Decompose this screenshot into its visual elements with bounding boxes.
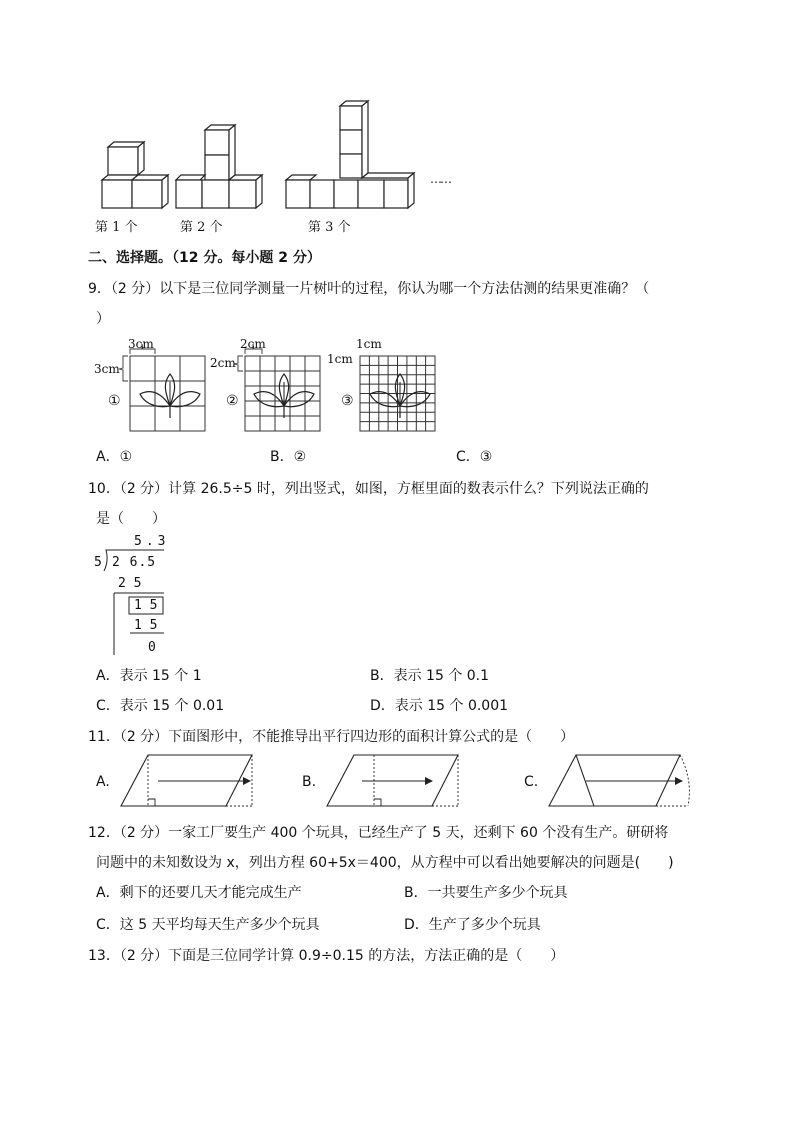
q12-option-d[interactable]: D．生产了多少个玩具 bbox=[404, 917, 541, 933]
grid-2-marker: ② bbox=[226, 393, 239, 409]
q12-option-a[interactable]: A．剩下的还要几天才能完成生产 bbox=[96, 885, 302, 901]
q10-option-a[interactable]: A．表示 15 个 1 bbox=[96, 668, 202, 684]
q11-option-a[interactable]: A. bbox=[96, 774, 110, 790]
caption-figure-3: 第 3 个 bbox=[308, 220, 351, 235]
parallelogram-c bbox=[546, 752, 696, 810]
leaf-grids-figure bbox=[90, 336, 440, 436]
q9-text-line2: ） bbox=[96, 311, 110, 327]
caption-figure-2: 第 2 个 bbox=[180, 220, 223, 235]
cube-stack-2 bbox=[176, 125, 262, 208]
parallelogram-b bbox=[324, 752, 464, 810]
grid-2-unit-top: 2cm bbox=[240, 337, 266, 351]
q9-text-line1: 9．（2 分）以下是三位同学测量一片树叶的过程，你认为哪一个方法估测的结果更准确？（ bbox=[88, 281, 650, 297]
q10-text-line1: 10．（2 分）计算 26.5÷5 时，列出竖式，如图，方框里面的数表示什么？下列说法正确的 bbox=[88, 481, 649, 497]
q10-option-b[interactable]: B．表示 15 个 0.1 bbox=[370, 668, 490, 684]
q12-text-line2: 问题中的未知数设为 x，列出方程 60+5x＝400，从方程中可以看出她要解决的问题是( ) bbox=[96, 855, 674, 871]
section-title: 二、选择题。（12 分。每小题 2 分） bbox=[88, 250, 321, 266]
division-boxed-value: 1 5 bbox=[134, 598, 158, 613]
grid-3-unit-top: 1cm bbox=[356, 337, 382, 351]
cube-stack-1 bbox=[102, 142, 168, 208]
division-dividend: 2 6.5 bbox=[112, 555, 157, 570]
q11-option-c[interactable]: C. bbox=[524, 774, 539, 790]
q12-option-b[interactable]: B．一共要生产多少个玩具 bbox=[404, 885, 568, 901]
parallelogram-a bbox=[118, 752, 258, 810]
caption-figure-1: 第 1 个 bbox=[95, 220, 138, 235]
cube-stack-3 bbox=[286, 101, 414, 208]
q9-option-b[interactable]: B．② bbox=[270, 449, 307, 465]
q12-option-c[interactable]: C．这 5 天平均每天生产多少个玩具 bbox=[96, 917, 320, 933]
cube-pattern-figure bbox=[88, 98, 458, 238]
q10-text-line2: 是（ ） bbox=[96, 511, 166, 527]
division-step1: 2 5 bbox=[118, 576, 142, 591]
q11-text-line1: 11．（2 分）下面图形中，不能推导出平行四边形的面积计算公式的是（ ） bbox=[88, 729, 575, 745]
q9-option-a[interactable]: A．① bbox=[96, 449, 133, 465]
division-quotient: 5.3 bbox=[134, 534, 170, 549]
grid-2 bbox=[234, 344, 320, 431]
q10-option-d[interactable]: D．表示 15 个 0.001 bbox=[370, 698, 509, 714]
grid-1-unit-top: 3cm bbox=[128, 337, 154, 351]
grid-2-unit-side: 2cm bbox=[210, 356, 236, 370]
q10-option-c[interactable]: C．表示 15 个 0.01 bbox=[96, 698, 225, 714]
q9-option-c[interactable]: C．③ bbox=[456, 449, 493, 465]
cube-ellipsis: …… bbox=[430, 172, 450, 186]
grid-1-unit-side: 3cm bbox=[94, 362, 120, 376]
q12-text-line1: 12．（2 分）一家工厂要生产 400 个玩具，已经生产了 5 天，还剩下 60 个没有生产。研研将 bbox=[88, 825, 669, 841]
q11-option-b[interactable]: B. bbox=[302, 774, 317, 790]
grid-3-marker: ③ bbox=[341, 393, 354, 409]
division-remainder: 0 bbox=[148, 640, 156, 655]
grid-3-unit-side: 1cm bbox=[327, 352, 353, 366]
grid-1-marker: ① bbox=[108, 393, 121, 409]
division-divisor: 5 bbox=[94, 555, 102, 570]
grid-1 bbox=[119, 344, 205, 431]
long-division bbox=[92, 532, 172, 657]
division-step2: 1 5 bbox=[134, 618, 158, 633]
q13-text-line1: 13．（2 分）下面是三位同学计算 0.9÷0.15 的方法，方法正确的是（ ） bbox=[88, 948, 565, 964]
